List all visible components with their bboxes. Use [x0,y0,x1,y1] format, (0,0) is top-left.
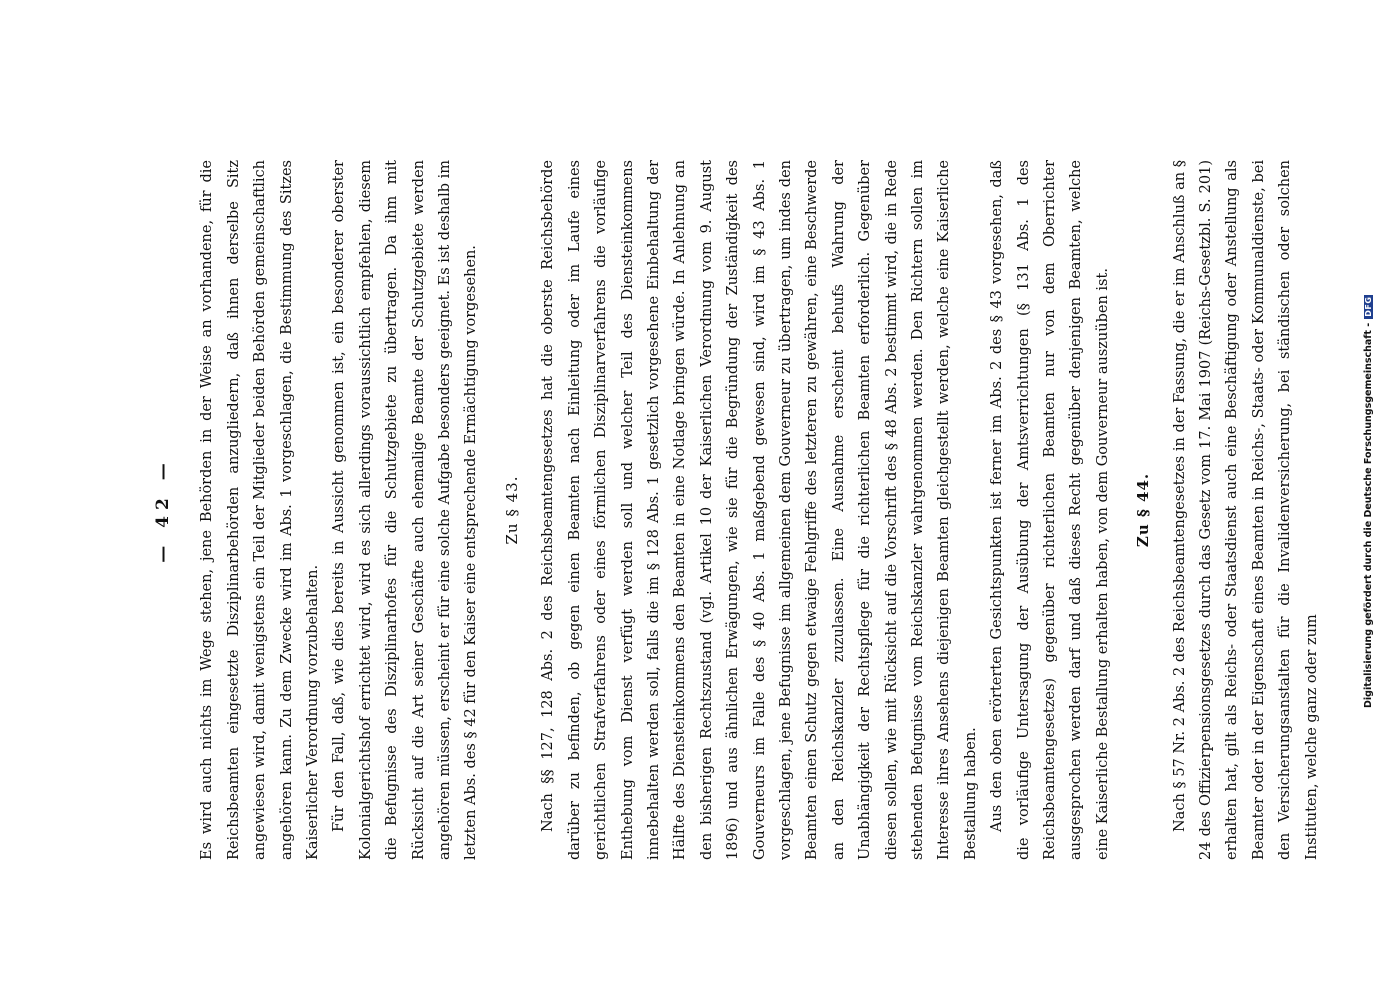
paragraph: Es wird auch nichts im Wege stehen, jene Behörden in der Weise an vorhandene, für die Reichsbeamten eingesetzte Disziplinarbehörden anzugliedern, daß ihnen derselbe Sitz angewiesen wird, damit wenigstens ein Teil der Mitglieder beiden Behörden gemeinschaftlich angehören kann. Zu dem Zwecke wird im Abs. 1 vorgeschlagen, die Bestimmung des Sitzes Kaiserlicher Verordnung vorzubehalten. [199,160,322,860]
section-intro [194,160,484,860]
rotated-document-page [150,160,1325,860]
section-heading-43: Zu § 43. [502,475,521,545]
digitization-credit [1359,8,1377,708]
page-number: — 42 — [153,457,173,563]
section-43 [535,160,1116,860]
section-heading-44: Zu § 44. [1134,472,1153,548]
paragraph: Nach §§ 127, 128 Abs. 2 des Reichsbeamtengesetzes hat die oberste Reichsbehörde darüber zu befinden, ob gegen einen Beamten nach Einleitung oder im Laufe eines gerichtlichen Strafverfahrens oder eines förmlichen Disziplinarverfahrens die vorläufige Enthebung vom Dienst verfügt werden soll und welcher Teil des Diensteinkommens innebehalten werden soll, falls die im § 128 Abs. 1 gesetzlich vorgesehene Einbehaltung der Hälfte des Diensteinkommens den Beamten in eine Notlage bringen würde. In Anlehnung an den bisherigen Rechtszustand (vgl. Artikel 10 der Kaiserlichen Verordnung vom 9. August 1896) und aus ähnlichen Erwägungen, wie sie für die Begründung der Zuständigkeit des Gouverneurs im Falle des § 40 Abs. 1 maßgebend gewesen sind, wird im § 43 Abs. 1 vorgeschlagen, jene Befugnisse im allgemeinen dem Gouverneur zu übertragen, um indes den Beamten einen Schutz gegen etwaige Fehlgriffe des letzteren zu gewähren, eine Beschwerde an den Reichskanzler zuzulassen. Eine Ausnahme erscheint behufs Wahrung der Unabhängigkeit der Rechtspflege für die richterlichen Beamten erforderlich. Gegenüber diesen sollen, wie mit Rücksicht auf die Vorschrift des § 48 Abs. 2 bestimmt wird, die in Rede stehenden Befugnisse vom Reichskanzler wahrgenommen werden. Den Richtern sollen im Interesse ihres Ansehens diejenigen Beamten gleichgestellt werden, welche eine Kaiserliche Bestallung haben. [540,160,979,860]
dfg-logo: DFG [1364,296,1373,317]
credit-text: Digitalisierung gefördert durch die Deutsche Forschungsgemeinschaft - [1363,322,1374,708]
paragraph: Aus den oben erörterten Gesichtspunkten ist ferner im Abs. 2 des § 43 vorgesehen, daß die vorläufige Untersagung der Ausübung der Amtsverrichtungen (§ 131 Abs. 1 des Reichsbeamtengesetzes) gegenüber richterlichen Beamten nur von dem Oberrichter ausgesprochen werden darf und daß dieses Recht gegenüber denjenigen Beamten, welche eine Kaiserliche Bestallung erhalten haben, von dem Gouverneur auszuüben ist. [989,160,1111,860]
paragraph: Für den Fall, daß, wie dies bereits in Aussicht genommen ist, ein besonderer oberster Kolonialgerichtshof errichtet wird, wird es sich allerdings voraussichtlich empfehlen, diesem die Befugnisse des Disziplinarhofes für die Schutzgebiete zu übertragen. Da ihm mit Rücksicht auf die Art seiner Geschäfte auch ehemalige Beamte der Schutzgebiete werden angehören müssen, erscheint er für eine solche Aufgabe besonders geeignet. Es ist deshalb im letzten Abs. des § 42 für den Kaiser eine entsprechende Ermächtigung vorgesehen. [331,160,480,860]
section-44 [1167,160,1325,860]
paragraph: Nach § 57 Nr. 2 Abs. 2 des Reichsbeamtengesetzes in der Fassung, die er im Anschluß an § 24 des Offizierpensionsgesetzes durch das Gesetz vom 17. Mai 1907 (Reichs-Gesetzbl. S. 201) erhalten hat, gilt als Reichs- oder Staatsdienst auch eine Beschäftigung oder Anstellung als Beamter oder in der Eigenschaft eines Beamten in Reichs-, Staats- oder Kommunaldienste, bei den Versicherungsanstalten für die Invalidenversicherung, bei ständischen oder solchen Instituten, welche ganz oder zum [1171,160,1320,860]
